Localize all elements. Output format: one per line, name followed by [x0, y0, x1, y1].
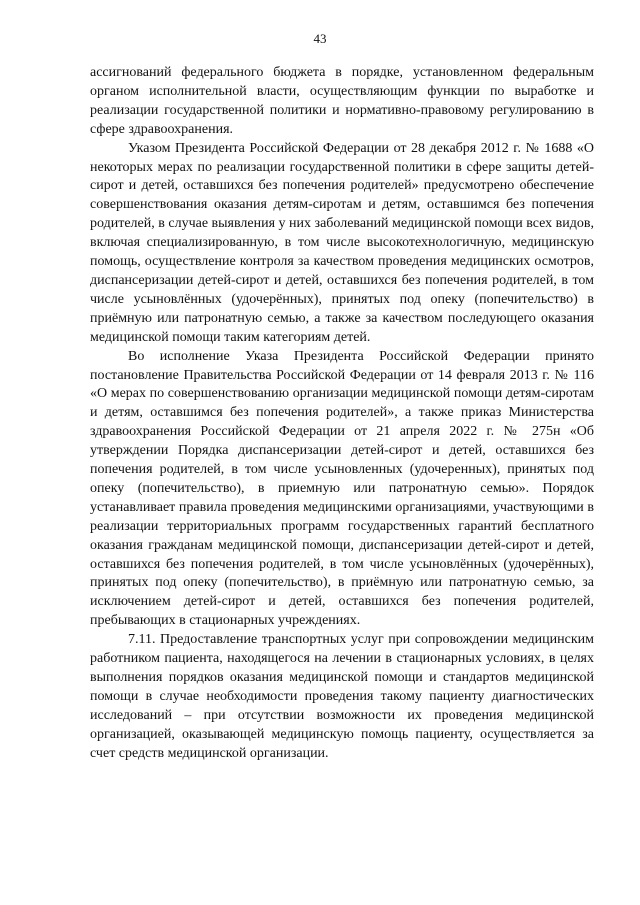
document-body [90, 64, 594, 764]
paragraph-resolution-116: Во исполнение Указа Президента Российской Федерации принято постановление Правительства Российской Федерации от 14 февраля 2013 г. № 116 «О мерах по совершенствованию организации медицинской помощи детям-сиротам и детям, оставшимся без попечения родителей», а также приказ Министерства здравоохранения Российской Федерации от 21 апреля 2022 г. № 275н «Об утверждении Порядка диспансеризации детей-сирот и детей, оставшихся без попечения родителей, в том числе усыновленных (удочеренных), принятых под опеку (попечительство), в приемную или патронатную семью». Порядок устанавливает правила проведения медицинскими организациями, участвующими в реализации территориальных программ государственных гарантий бесплатного оказания гражданам медицинской помощи, диспансеризации детей-сирот и детей, оставшихся без попечения родителей, в том числе усыновлённых (удочерённых), принятых под опеку (попечительство), в приёмную или патронатную семью, за исключением детей-сирот и детей, оставшихся без попечения родителей, пребывающих в стационарных учреждениях. [90, 348, 594, 629]
paragraph-decree-1688: Указом Президента Российской Федерации от 28 декабря 2012 г. № 1688 «О некоторых мерах по реализации государственной политики в сфере защиты детей-сирот и детей, оставшихся без попечения родителей» предусмотрено обеспечение совершенствования оказания детям-сиротам и детям, оставшимся без попечения родителей, в случае выявления у них заболеваний медицинской помощи всех видов, включая специализированную, в том числе высокотехнологичную, медицинскую помощь, осуществление контроля за качеством проведения медицинских осмотров, диспансеризации детей-сирот и детей, оставшихся без попечения родителей, в том числе усыновлённых (удочерённых), принятых под опеку (попечительство) в приёмную или патронатную семью, а также за качеством последующего оказания медицинской помощи таким категориям детей. [90, 140, 594, 345]
paragraph-section-7-11: 7.11. Предоставление транспортных услуг при сопровождении медицинским работником пациента, находящегося на лечении в стационарных условиях, в целях выполнения порядков оказания медицинской помощи и стандартов медицинской помощи в случае необходимости проведения такому пациенту диагностических исследований – при отсутствии возможности их проведения медицинской организацией, оказывающей медицинскую помощь пациенту, осуществляется за счет средств медицинской организации. [90, 632, 594, 761]
page-number: 43 [313, 31, 327, 46]
paragraph-budget-continuation: ассигнований федерального бюджета в порядке, установленном федеральным органом исполнительной власти, осуществляющим функции по выработке и реализации государственной политики и нормативно-правовому регулированию в сфере здравоохранения. [90, 65, 594, 137]
